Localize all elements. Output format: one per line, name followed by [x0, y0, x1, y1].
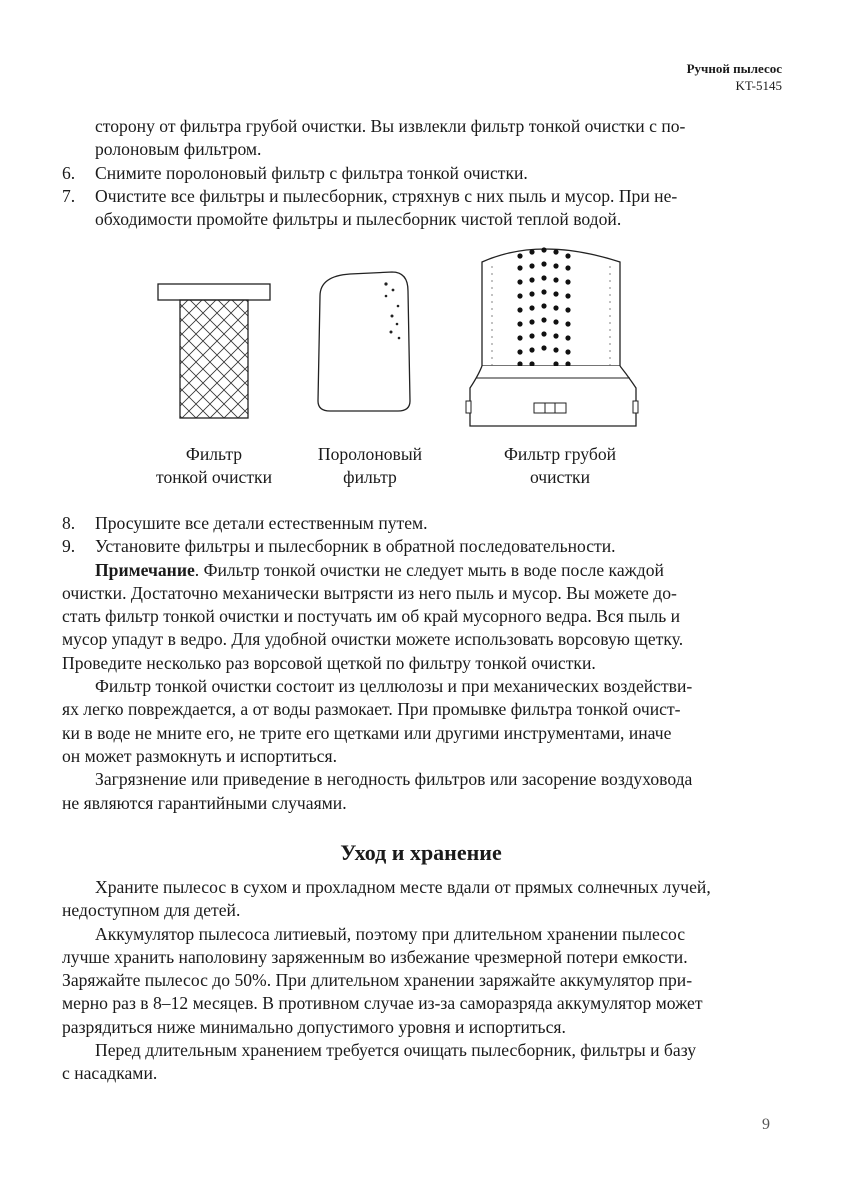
- foam-filter-drawing: [318, 272, 410, 411]
- text-line: ролоновым фильтром.: [95, 139, 262, 160]
- step-text: Установите фильтры и пылесборник в обратной последовательности.: [95, 536, 616, 557]
- caption-line: Фильтр: [185, 444, 243, 464]
- filters-illustration: [0, 236, 842, 496]
- step-9: [62, 535, 769, 558]
- caption-line: Фильтр грубой: [503, 444, 617, 464]
- section-heading: Уход и хранение: [340, 840, 502, 865]
- storage-section: [62, 876, 769, 1086]
- caption-foam-filter: [295, 443, 445, 489]
- header-title: Ручной пылесос: [686, 61, 782, 76]
- text-line: не являются гарантийными случаями.: [62, 792, 347, 813]
- caption-line: очистки: [529, 467, 591, 487]
- text-line: мусор упадут в ведро. Для удобной очистки можете использовать ворсовую щетку.: [62, 629, 684, 650]
- step-6: [62, 162, 769, 185]
- page-header: [687, 60, 782, 94]
- text-line: Перед длительным хранением требуется очищать пылесборник, фильтры и базу: [95, 1040, 697, 1061]
- steps-and-notes: [62, 512, 769, 815]
- text-line: Аккумулятор пылесоса литиевый, поэтому при длительном хранении пылесос: [95, 923, 686, 944]
- step-number: 8.: [62, 513, 76, 533]
- note-line: [62, 559, 769, 582]
- text-line: сторону от фильтра грубой очистки. Вы извлекли фильтр тонкой очистки с по-: [95, 116, 686, 136]
- header-model: KT-5145: [735, 78, 782, 93]
- step-8: [62, 512, 769, 535]
- note-label: Примечание: [95, 559, 195, 580]
- text-line: Заряжайте пылесос до 50%. При длительном хранении заряжайте аккумулятор при-: [62, 970, 693, 991]
- caption-line: тонкой очистки: [156, 467, 272, 487]
- caption-line: фильтр: [343, 467, 397, 487]
- fine-filter-drawing: [158, 284, 270, 418]
- text-line: стать фильтр тонкой очистки и постучать им об край мусорного ведра. Вся пыль и: [62, 606, 681, 627]
- text-line: недоступном для детей.: [62, 900, 241, 921]
- step-number: 7.: [62, 185, 76, 206]
- steps-block-top: [62, 115, 769, 231]
- text-line: очистки. Достаточно механически вытрясти из него пыль и мусор. Вы можете до-: [62, 582, 677, 603]
- step-number: 6.: [62, 162, 76, 183]
- text-line: ки в воде не мните его, не трите его щетками или другими инструментами, иначе: [62, 722, 672, 743]
- caption-line: Поролоновый: [317, 444, 423, 464]
- text-line: Проведите несколько раз ворсовой щеткой по фильтру тонкой очистки.: [62, 652, 596, 673]
- page-number: 9: [762, 1116, 770, 1133]
- text-line: обходимости промойте фильтры и пылесборник чистой теплой водой.: [95, 209, 622, 230]
- step-text: Очистите все фильтры и пылесборник, стряхнув с них пыль и мусор. При не-: [95, 185, 678, 206]
- step-text: Снимите поролоновый фильтр с фильтра тонкой очистки.: [95, 162, 528, 183]
- coarse-filter-drawing: [466, 247, 638, 426]
- note-text: . Фильтр тонкой очистки не следует мыть в воде после каждой: [194, 559, 664, 580]
- text-line: лучше хранить наполовину заряженным во избежание чрезмерной потери емкости.: [62, 946, 688, 967]
- step-text: Просушите все детали естественным путем.: [95, 513, 428, 533]
- text-line: разрядиться ниже минимально допустимого уровня и испортиться.: [62, 1016, 566, 1037]
- text-line: он может размокнуть и испортиться.: [62, 745, 337, 766]
- text-line: с насадками.: [62, 1063, 158, 1084]
- text-line: мерно раз в 8–12 месяцев. В противном случае из-за саморазряда аккумулятор может: [62, 993, 703, 1014]
- text-line: Загрязнение или приведение в негодность фильтров или засорение воздуховода: [95, 769, 693, 790]
- step-number: 9.: [62, 536, 76, 557]
- step-7: [62, 185, 769, 208]
- caption-coarse-filter: [480, 443, 640, 489]
- text-line: Фильтр тонкой очистки состоит из целлюлозы и при механических воздействи-: [95, 676, 693, 697]
- text-line: Храните пылесос в сухом и прохладном месте вдали от прямых солнечных лучей,: [95, 877, 711, 897]
- text-line: ях легко повреждается, а от воды размокает. При промывке фильтра тонкой очист-: [62, 699, 681, 720]
- caption-fine-filter: [135, 443, 293, 489]
